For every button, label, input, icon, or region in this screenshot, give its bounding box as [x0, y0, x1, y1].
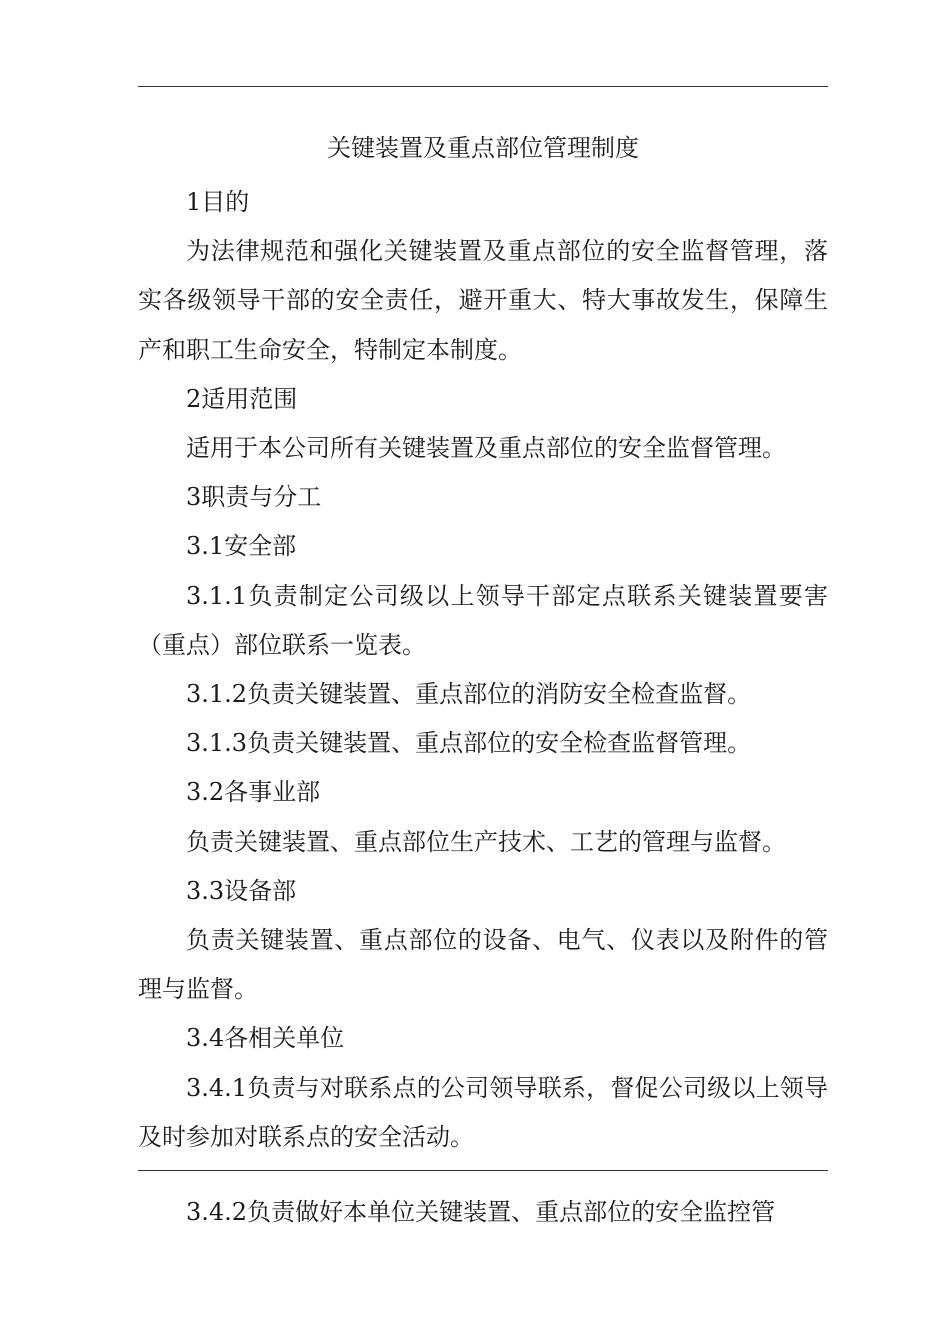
paragraph: 3.1.1负责制定公司级以上领导干部定点联系关键装置要害（重点）部位联系一览表。 — [138, 581, 828, 659]
section-heading: 1目的 — [186, 188, 250, 216]
section-heading: 2适用范围 — [186, 384, 298, 413]
subsection-heading: 3.2各事业部 — [186, 778, 321, 807]
page-break-rule — [138, 1170, 828, 1171]
header-rule — [138, 86, 828, 87]
paragraph: 负责关键装置、重点部位的设备、电气、仪表以及附件的管理与监督。 — [138, 926, 828, 1004]
subsection-heading: 3.4各相关单位 — [186, 1024, 345, 1053]
paragraph: 3.4.1负责与对联系点的公司领导联系，督促公司级以上领导及时参加对联系点的安全活动。 — [138, 1073, 828, 1151]
section-heading: 3职责与分工 — [186, 483, 322, 512]
document-title: 关键装置及重点部位管理制度 — [327, 134, 639, 162]
subsection-heading: 3.1安全部 — [186, 532, 297, 561]
paragraph: 3.4.2负责做好本单位关键装置、重点部位的安全监控管 — [186, 1198, 776, 1226]
subsection-heading: 3.3设备部 — [186, 876, 297, 905]
document-body — [138, 178, 828, 1162]
paragraph: 适用于本公司所有关键装置及重点部位的安全监督管理。 — [186, 434, 786, 463]
paragraph: 为法律规范和强化关键装置及重点部位的安全监督管理，落实各级领导干部的安全责任，避开重大、特大事故发生，保障生产和职工生命安全，特制定本制度。 — [138, 237, 828, 364]
next-page-body — [138, 1188, 828, 1237]
paragraph: 3.1.2负责关键装置、重点部位的消防安全检查监督。 — [186, 680, 752, 709]
paragraph: 负责关键装置、重点部位生产技术、工艺的管理与监督。 — [186, 827, 786, 856]
paragraph: 3.1.3负责关键装置、重点部位的安全检查监督管理。 — [186, 729, 752, 758]
